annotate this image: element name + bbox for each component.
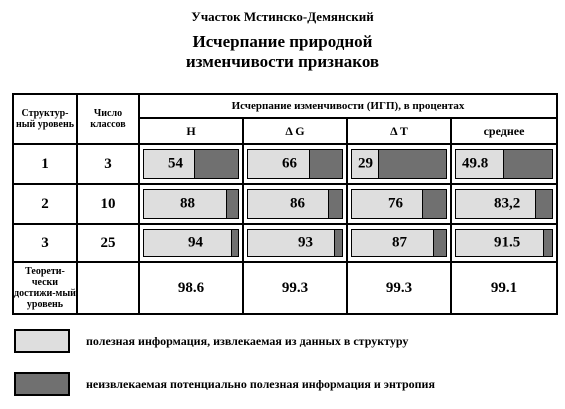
bar-value: 94 [188, 234, 203, 251]
table-row [13, 144, 557, 184]
header-class-count: Число классов [77, 94, 139, 144]
row-level: 2 [13, 184, 77, 224]
theory-value-delta-t: 99.3 [347, 262, 451, 314]
row-level: 3 [13, 224, 77, 262]
row-level: 1 [13, 144, 77, 184]
row-classes: 3 [77, 144, 139, 184]
bar-cell [347, 224, 451, 262]
bar-cell [243, 224, 347, 262]
table-row [13, 224, 557, 262]
bar-value: 86 [290, 195, 305, 212]
legend-swatch-useful [14, 329, 70, 353]
header-exhaustion-group: Исчерпание изменчивости (ИГП), в процентах [139, 94, 557, 118]
legend-label-entropy: неизвлекаемая потенциально полезная информация и энтропия [86, 377, 435, 391]
bar-value: 88 [180, 195, 195, 212]
bar-cell [347, 184, 451, 224]
bar-cell [243, 184, 347, 224]
header-structural-level: Структур-ный уровень [13, 94, 77, 144]
bar-value: 29 [358, 155, 373, 172]
bar-cell [347, 144, 451, 184]
table-row-theoretical [13, 262, 557, 314]
bar-cell [451, 224, 557, 262]
row-classes: 10 [77, 184, 139, 224]
subheader-delta-t: Δ T [347, 118, 451, 144]
bar-value: 83,2 [494, 195, 521, 212]
empty-cell [77, 262, 139, 314]
theory-value-average: 99.1 [451, 262, 557, 314]
bar-cell [139, 224, 243, 262]
bar-value: 54 [168, 155, 183, 172]
bar-fill [248, 150, 310, 178]
legend-label-useful: полезная информация, извлекаемая из данных в структуру [86, 334, 409, 348]
subheader-h: H [139, 118, 243, 144]
theory-value-delta-g: 99.3 [243, 262, 347, 314]
bar-fill [248, 230, 335, 256]
chart-title-line1: Исчерпание природной [192, 32, 373, 51]
theory-label: Теорети-чески достижи-мый уровень [13, 262, 77, 314]
bar-value: 76 [388, 195, 403, 212]
bar-cell [451, 144, 557, 184]
table-row [13, 184, 557, 224]
bar-cell [243, 144, 347, 184]
subheader-average: среднее [451, 118, 557, 144]
row-classes: 25 [77, 224, 139, 262]
bar-value: 87 [392, 234, 407, 251]
bar-value: 66 [282, 155, 297, 172]
bar-cell [139, 144, 243, 184]
exhaustion-table [12, 93, 558, 315]
bar-value: 93 [298, 234, 313, 251]
theory-value-h: 98.6 [139, 262, 243, 314]
bar-cell [451, 184, 557, 224]
site-title: Участок Мстинско-Демянский [191, 9, 374, 24]
chart-title-line2: изменчивости признаков [185, 52, 380, 71]
bar-fill [248, 190, 329, 218]
subheader-delta-g: Δ G [243, 118, 347, 144]
bar-value: 49.8 [462, 155, 489, 172]
bar-cell [139, 184, 243, 224]
bar-value: 91.5 [494, 234, 521, 251]
legend-swatch-entropy [14, 372, 70, 396]
